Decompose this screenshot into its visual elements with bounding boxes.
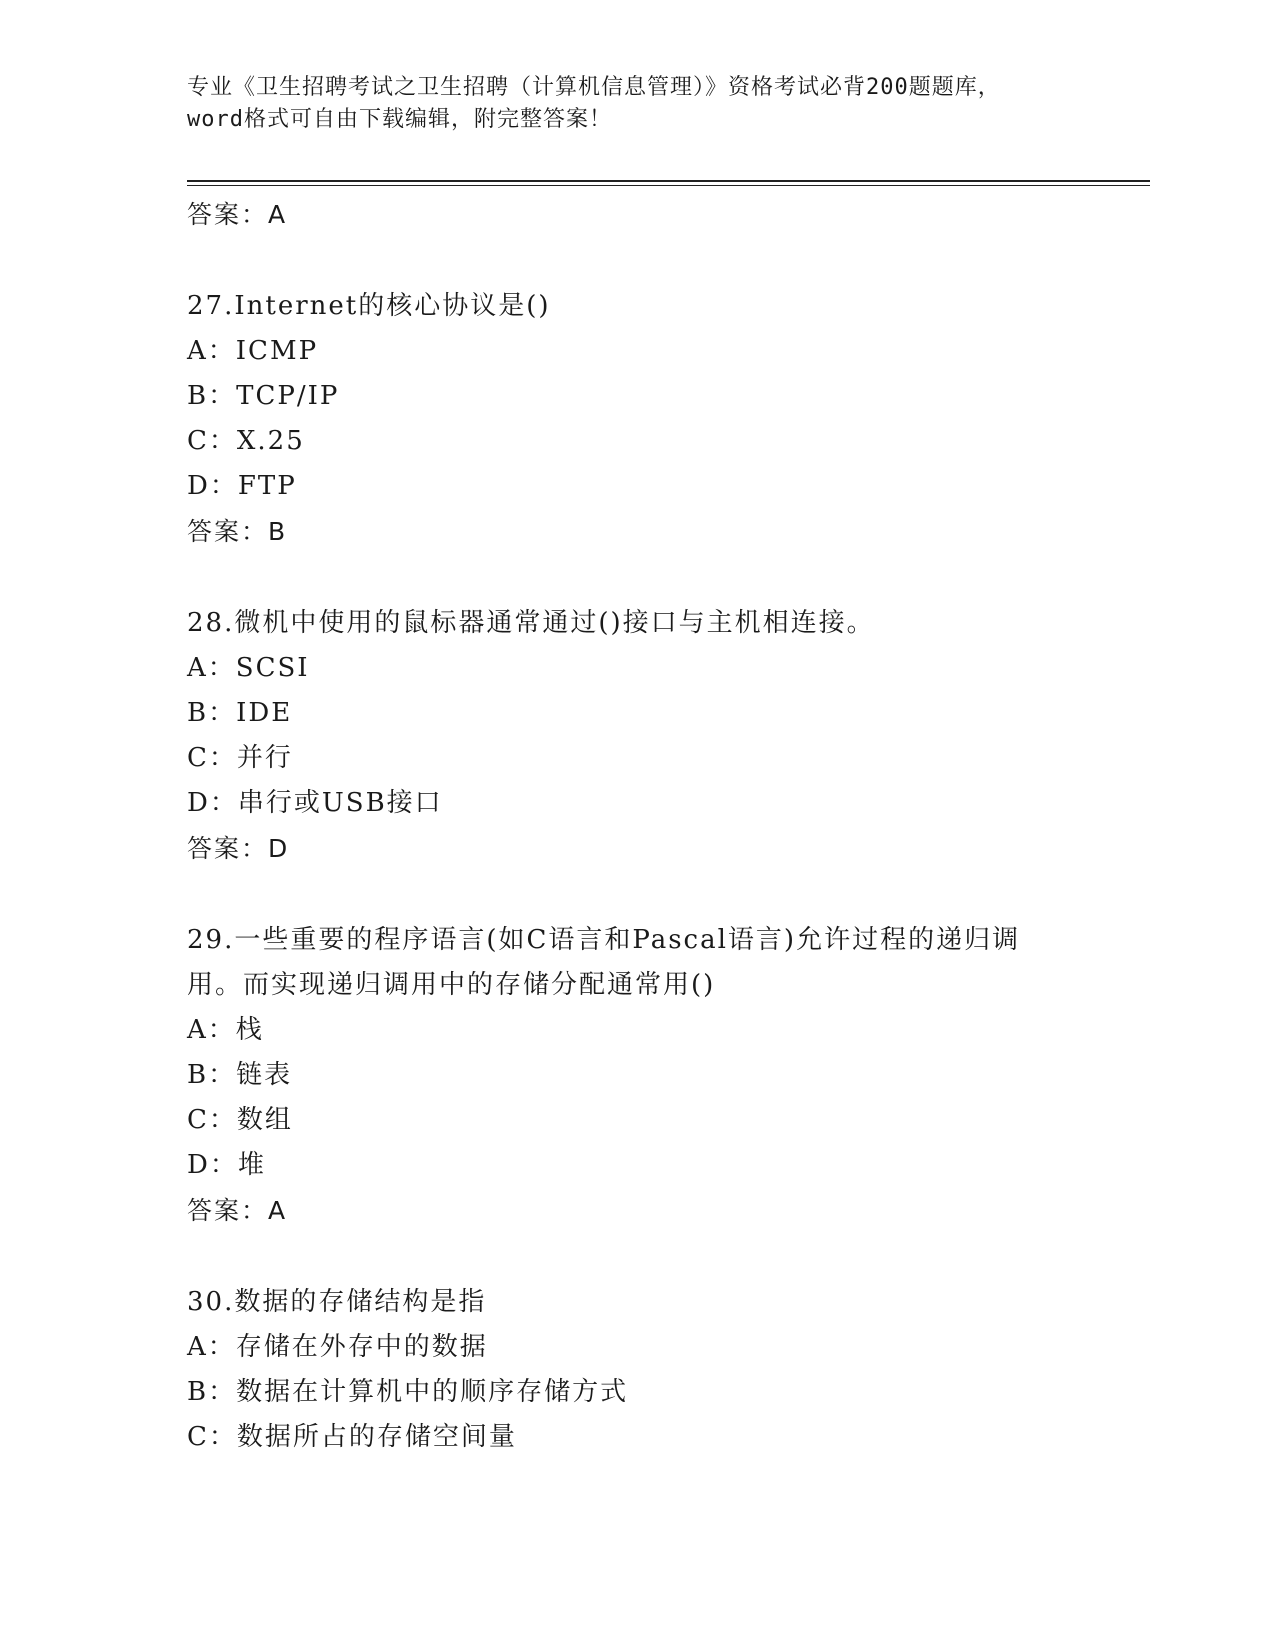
option-b: B：TCP/IP [187, 381, 340, 411]
option-c: C：数组 [187, 1105, 293, 1135]
answer-28: 答案：D [187, 834, 290, 863]
page-header [187, 72, 1077, 136]
header-title-line2: word格式可自由下载编辑，附完整答案！ [187, 107, 612, 132]
answer-26: 答案：A [187, 200, 288, 229]
option-b: B：数据在计算机中的顺序存储方式 [187, 1377, 629, 1407]
header-divider-thick [187, 180, 1150, 182]
question-block-27 [187, 284, 1067, 554]
header-title-line1: 专业《卫生招聘考试之卫生招聘（计算机信息管理）》资格考试必背200题题库， [187, 75, 1001, 100]
option-c: C：数据所占的存储空间量 [187, 1422, 517, 1452]
question-block-28 [187, 601, 1067, 871]
option-a: A：ICMP [187, 336, 319, 366]
spacer [187, 871, 1067, 918]
spacer [187, 1233, 1067, 1280]
option-c: C：并行 [187, 743, 293, 773]
spacer [187, 237, 1067, 284]
question-block-29 [187, 918, 1067, 1233]
option-a: A：栈 [187, 1015, 264, 1045]
header-divider-thin [187, 185, 1150, 186]
question-29-text-line2: 用。而实现递归调用中的存储分配通常用() [187, 970, 716, 1000]
question-block-30 [187, 1280, 1067, 1460]
option-b: B：IDE [187, 698, 293, 728]
option-a: A：SCSI [187, 653, 310, 683]
question-27-text: 27.Internet的核心协议是() [187, 291, 551, 321]
answer-29: 答案：A [187, 1196, 288, 1225]
option-d: D：堆 [187, 1150, 266, 1180]
option-d: D：FTP [187, 471, 297, 501]
question-list [187, 192, 1067, 1460]
spacer [187, 554, 1067, 601]
option-c: C：X.25 [187, 426, 305, 456]
question-28-text: 28.微机中使用的鼠标器通常通过()接口与主机相连接。 [187, 608, 875, 638]
option-a: A：存储在外存中的数据 [187, 1332, 488, 1362]
answer-27: 答案：B [187, 517, 288, 546]
question-30-text: 30.数据的存储结构是指 [187, 1287, 487, 1317]
question-29-text-line1: 29.一些重要的程序语言(如C语言和Pascal语言)允许过程的递归调 [187, 925, 1021, 955]
option-b: B：链表 [187, 1060, 293, 1090]
option-d: D：串行或USB接口 [187, 788, 443, 818]
